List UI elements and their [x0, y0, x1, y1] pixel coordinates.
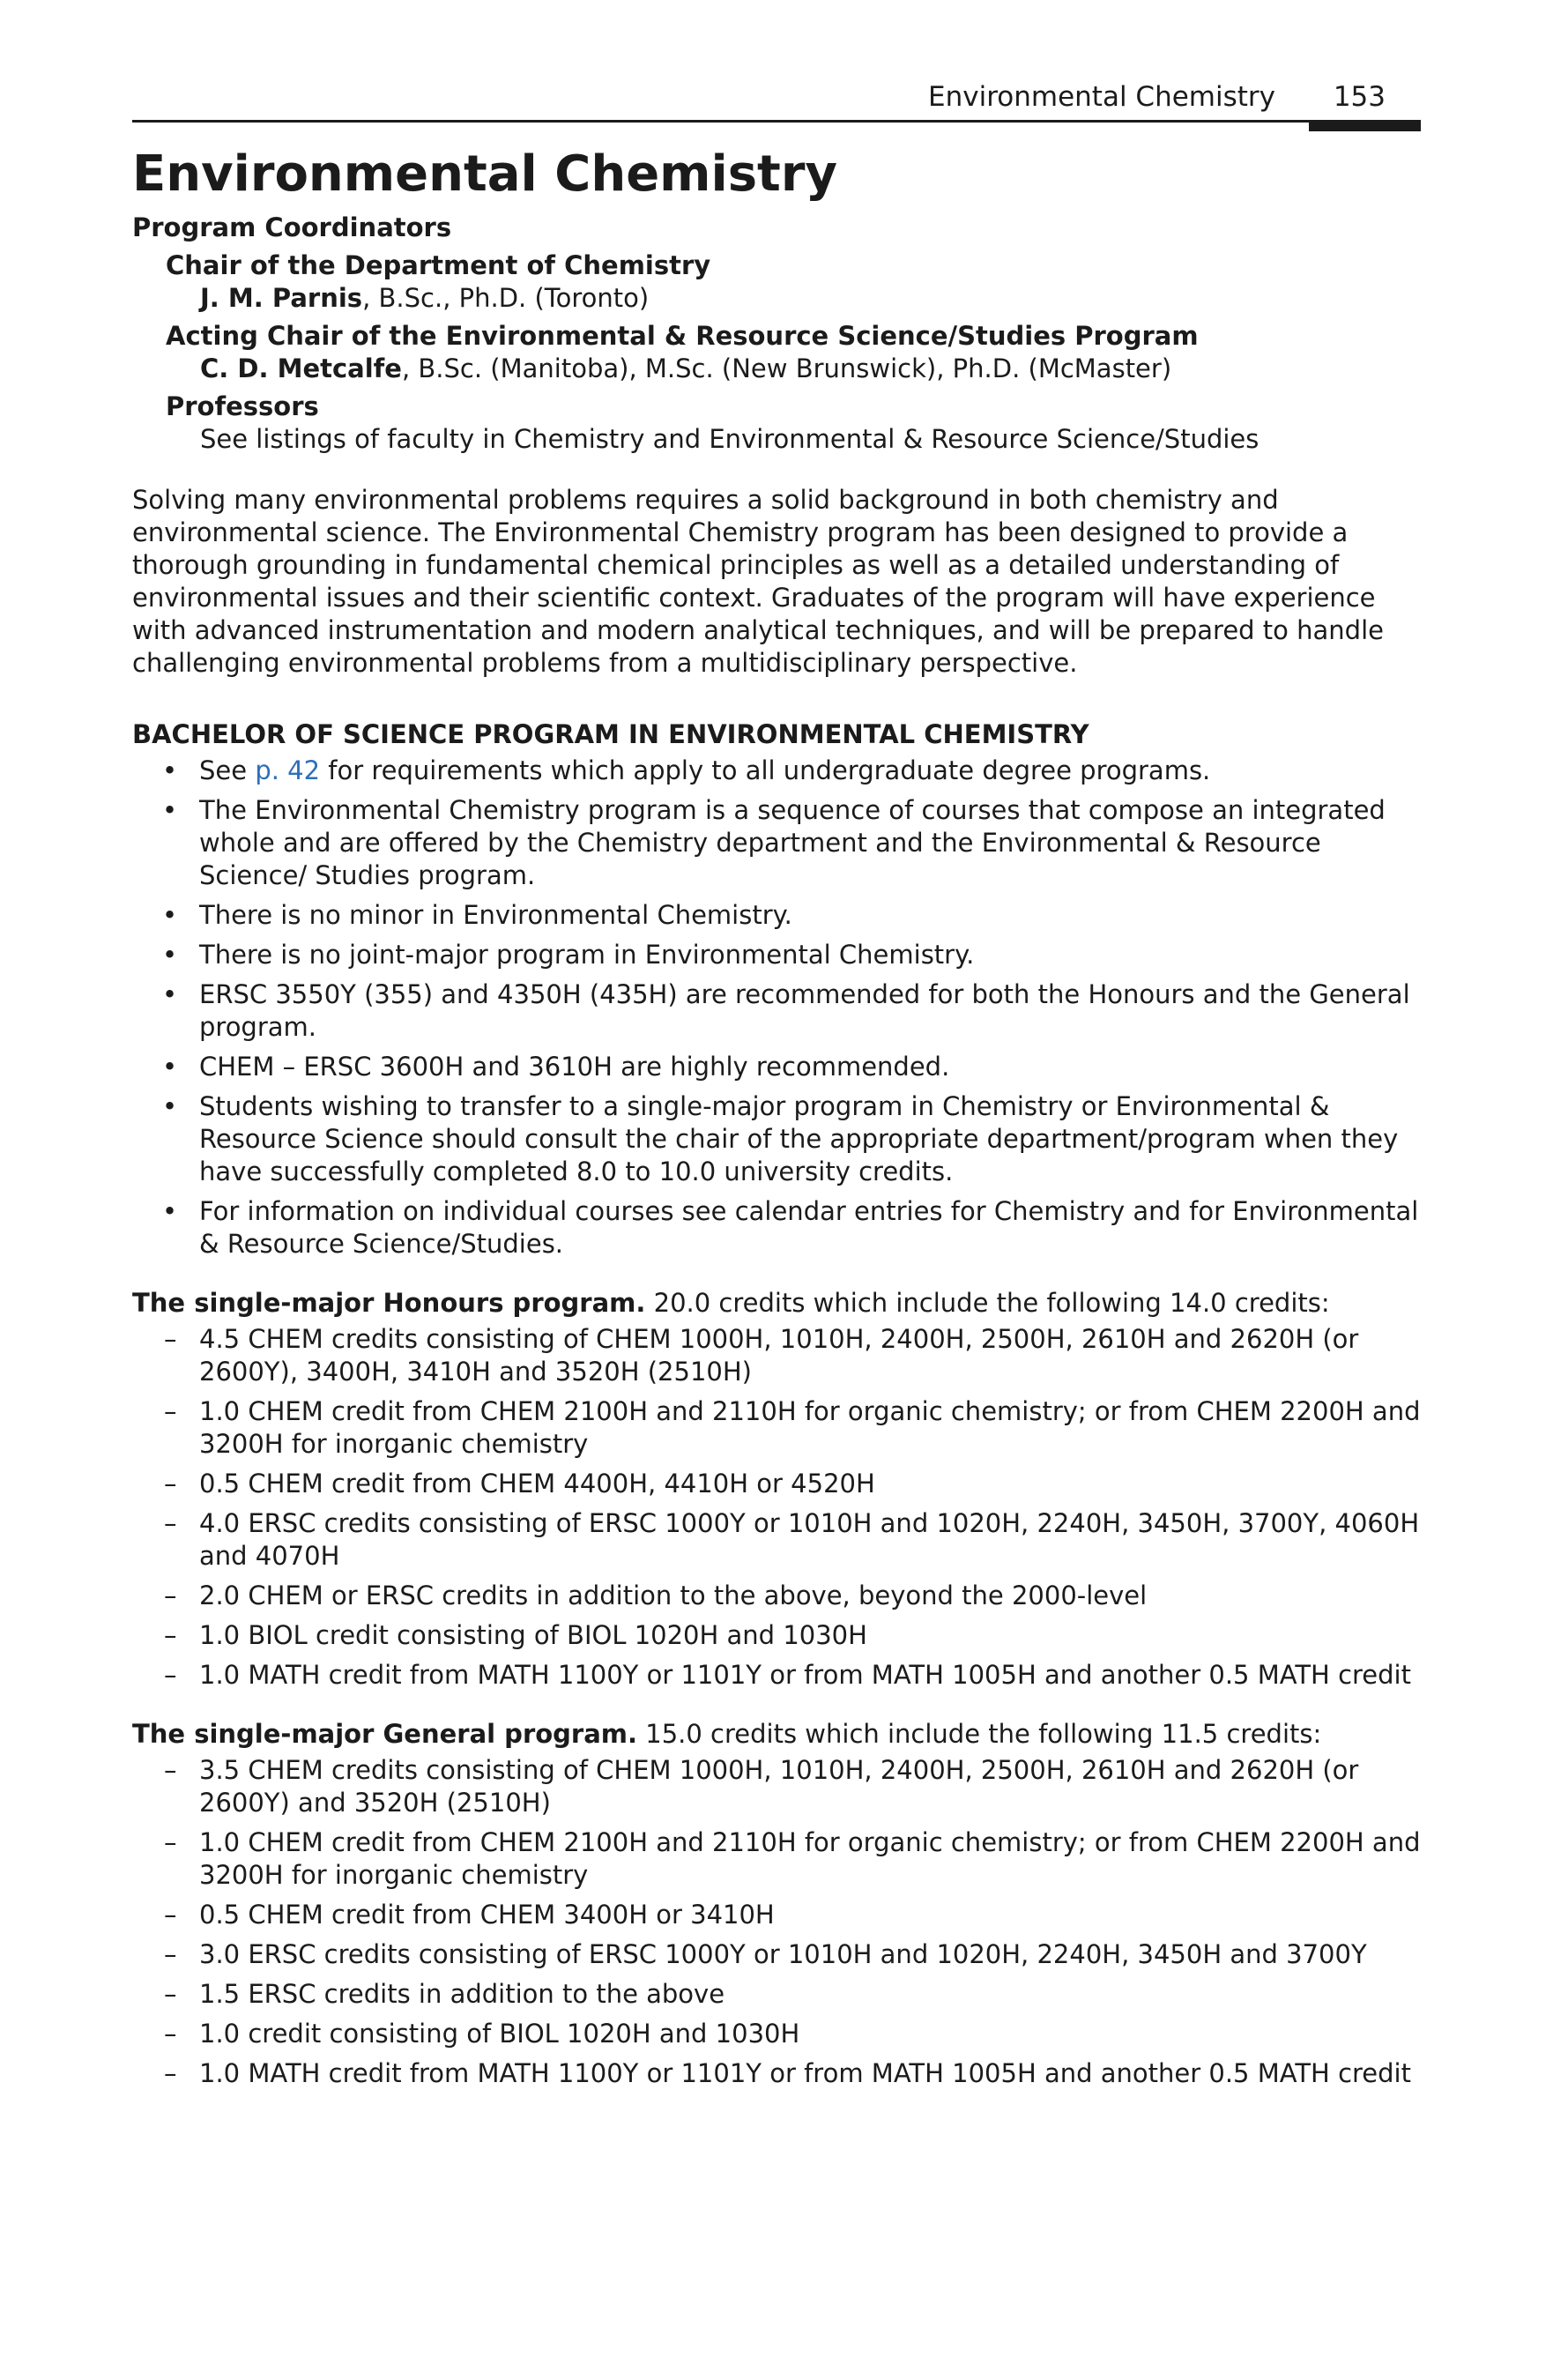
list-item-text: 3.5 CHEM credits consisting of CHEM 1000H, 1010H, 2400H, 2500H, 2610H and 2620H (or 2600Y) and 3520H (2510H) — [199, 1755, 1359, 1818]
chair-entry — [132, 282, 1421, 315]
list-item — [132, 1051, 1421, 1083]
program-coordinators — [132, 212, 1421, 456]
acting-chair-entry — [132, 353, 1421, 385]
dash-marker: – — [164, 1469, 177, 1499]
list-item — [132, 1938, 1421, 1971]
list-item-text: 1.5 ERSC credits in addition to the above — [199, 1979, 725, 2009]
intro-paragraph: Solving many environmental problems requires a solid background in both chemistry and environmental science. The Environmental Chemistry program has been designed to provide a thorough grounding in fundamental chemical principles as well as a detailed understanding of environmental issues and their scientific context. Graduates of the program will have experience with advanced instrumentation and modern analytical techniques, and will be prepared to handle challenging environmental problems from a multidisciplinary perspective. — [132, 485, 1384, 678]
bsc-heading: BACHELOR OF SCIENCE PROGRAM IN ENVIRONMENTAL CHEMISTRY — [132, 719, 1089, 749]
list-item-text: 1.0 CHEM credit from CHEM 2100H and 2110H for organic chemistry; or from CHEM 2200H and 3200H for inorganic chemistry — [199, 1396, 1421, 1459]
list-item — [132, 939, 1421, 971]
list-item-text: Students wishing to transfer to a single-major program in Chemistry or Environmental & Resource Science should consult the chair of the appropriate department/program when they have successfully completed 8.0 to 10.0 university credits. — [199, 1091, 1399, 1186]
list-item-text: 4.5 CHEM credits consisting of CHEM 1000H, 1010H, 2400H, 2500H, 2610H and 2620H (or 2600Y), 3400H, 3410H and 3520H (2510H) — [199, 1324, 1359, 1387]
dash-marker: – — [164, 1979, 177, 2009]
bullet-marker: • — [162, 979, 178, 1009]
header-rule-tab — [1309, 120, 1421, 131]
page-title: Environmental Chemistry — [132, 145, 837, 203]
dash-marker: – — [164, 1580, 177, 1610]
coordinators-label: Program Coordinators — [132, 212, 452, 242]
acting-chair-name: C. D. Metcalfe — [200, 353, 402, 383]
header-rule — [132, 120, 1421, 123]
page-number: 153 — [1333, 81, 1386, 113]
list-item-text: 3.0 ERSC credits consisting of ERSC 1000Y or 1010H and 1020H, 2240H, 3450H and 3700Y — [199, 1939, 1367, 1969]
acting-chair-credentials: , B.Sc. (Manitoba), M.Sc. (New Brunswick), Ph.D. (McMaster) — [401, 353, 1172, 383]
list-item-text: For information on individual courses see calendar entries for Chemistry and for Environmental & Resource Science/Studies. — [199, 1196, 1419, 1259]
list-item-text: for requirements which apply to all undergraduate degree programs. — [320, 755, 1211, 785]
chair-credentials: , B.Sc., Ph.D. (Toronto) — [362, 283, 650, 313]
list-item — [132, 2018, 1421, 2050]
bullet-marker: • — [162, 940, 178, 970]
list-item-text: 1.0 BIOL credit consisting of BIOL 1020H and 1030H — [199, 1620, 867, 1650]
dash-marker: – — [164, 1939, 177, 1969]
dash-marker: – — [164, 1900, 177, 1930]
dash-marker: – — [164, 1827, 177, 1857]
dash-marker: – — [164, 1508, 177, 1538]
list-item-text: See — [199, 755, 256, 785]
list-item — [132, 1090, 1421, 1188]
honours-requirements-list — [132, 1323, 1421, 1692]
dash-marker: – — [164, 2058, 177, 2088]
list-item — [132, 1978, 1421, 2011]
list-item — [132, 1754, 1421, 1819]
list-item-text: CHEM – ERSC 3600H and 3610H are highly recommended. — [199, 1052, 950, 1082]
list-item — [132, 2057, 1421, 2090]
running-header — [132, 79, 1421, 116]
list-item — [132, 1659, 1421, 1692]
dash-marker: – — [164, 1620, 177, 1650]
list-item — [132, 1468, 1421, 1500]
document-page — [132, 79, 1421, 2097]
general-requirements-list — [132, 1754, 1421, 2090]
dash-marker: – — [164, 1324, 177, 1354]
bullet-marker: • — [162, 900, 178, 930]
general-program-text: 15.0 credits which include the following 11.5 credits: — [637, 1719, 1322, 1749]
dash-marker: – — [164, 1660, 177, 1690]
list-item — [132, 899, 1421, 932]
list-item-text: 1.0 MATH credit from MATH 1100Y or 1101Y or from MATH 1005H and another 0.5 MATH credit — [199, 1660, 1411, 1690]
general-program-intro — [132, 1718, 1421, 1751]
list-item-text: ERSC 3550Y (355) and 4350H (435H) are recommended for both the Honours and the General program. — [199, 979, 1410, 1042]
list-item — [132, 978, 1421, 1044]
list-item-text: There is no minor in Environmental Chemistry. — [199, 900, 792, 930]
list-item — [132, 1395, 1421, 1461]
dash-marker: – — [164, 1396, 177, 1426]
list-item-text: 0.5 CHEM credit from CHEM 3400H or 3410H — [199, 1900, 775, 1930]
list-item — [132, 755, 1421, 787]
bullet-marker: • — [162, 755, 178, 785]
list-item-text: 2.0 CHEM or ERSC credits in addition to the above, beyond the 2000-level — [199, 1580, 1148, 1610]
list-item — [132, 1323, 1421, 1388]
list-item — [132, 1826, 1421, 1892]
bsc-bullet-list — [132, 755, 1421, 1261]
running-header-title: Environmental Chemistry — [928, 81, 1275, 113]
bullet-marker: • — [162, 1196, 178, 1226]
list-item — [132, 1619, 1421, 1652]
list-item-text: The Environmental Chemistry program is a sequence of courses that compose an integrated whole and are offered by the Chemistry department and the Environmental & Resource Science/ Studies program. — [199, 795, 1386, 890]
list-item-text: 4.0 ERSC credits consisting of ERSC 1000Y or 1010H and 1020H, 2240H, 3450H, 3700Y, 4060H and 4070H — [199, 1508, 1420, 1571]
honours-program-text: 20.0 credits which include the following 14.0 credits: — [645, 1288, 1330, 1318]
chair-name: J. M. Parnis — [200, 283, 363, 313]
list-item — [132, 1195, 1421, 1261]
list-item — [132, 1580, 1421, 1612]
bullet-marker: • — [162, 795, 178, 825]
professors-text: See listings of faculty in Chemistry and Environmental & Resource Science/Studies — [200, 424, 1259, 454]
professors-label: Professors — [166, 391, 319, 421]
list-item-text: 1.0 CHEM credit from CHEM 2100H and 2110H for organic chemistry; or from CHEM 2200H and 3200H for inorganic chemistry — [199, 1827, 1421, 1890]
list-item-text: 0.5 CHEM credit from CHEM 4400H, 4410H or 4520H — [199, 1469, 875, 1499]
dash-marker: – — [164, 2019, 177, 2049]
dash-marker: – — [164, 1755, 177, 1785]
list-item-text: 1.0 MATH credit from MATH 1100Y or 1101Y or from MATH 1005H and another 0.5 MATH credit — [199, 2058, 1411, 2088]
acting-chair-title: Acting Chair of the Environmental & Resource Science/Studies Program — [166, 321, 1199, 351]
general-program-label: The single-major General program. — [132, 1719, 638, 1749]
chair-title: Chair of the Department of Chemistry — [166, 250, 711, 280]
bullet-marker: • — [162, 1052, 178, 1082]
list-item-text: 1.0 credit consisting of BIOL 1020H and 1030H — [199, 2019, 800, 2049]
list-item — [132, 1507, 1421, 1573]
honours-program-label: The single-major Honours program. — [132, 1288, 646, 1318]
list-item — [132, 794, 1421, 892]
list-item — [132, 1899, 1421, 1931]
honours-program-intro — [132, 1287, 1421, 1320]
page-reference-link[interactable]: p. 42 — [255, 755, 321, 785]
list-item-text: There is no joint-major program in Environmental Chemistry. — [199, 940, 975, 970]
bullet-marker: • — [162, 1091, 178, 1121]
